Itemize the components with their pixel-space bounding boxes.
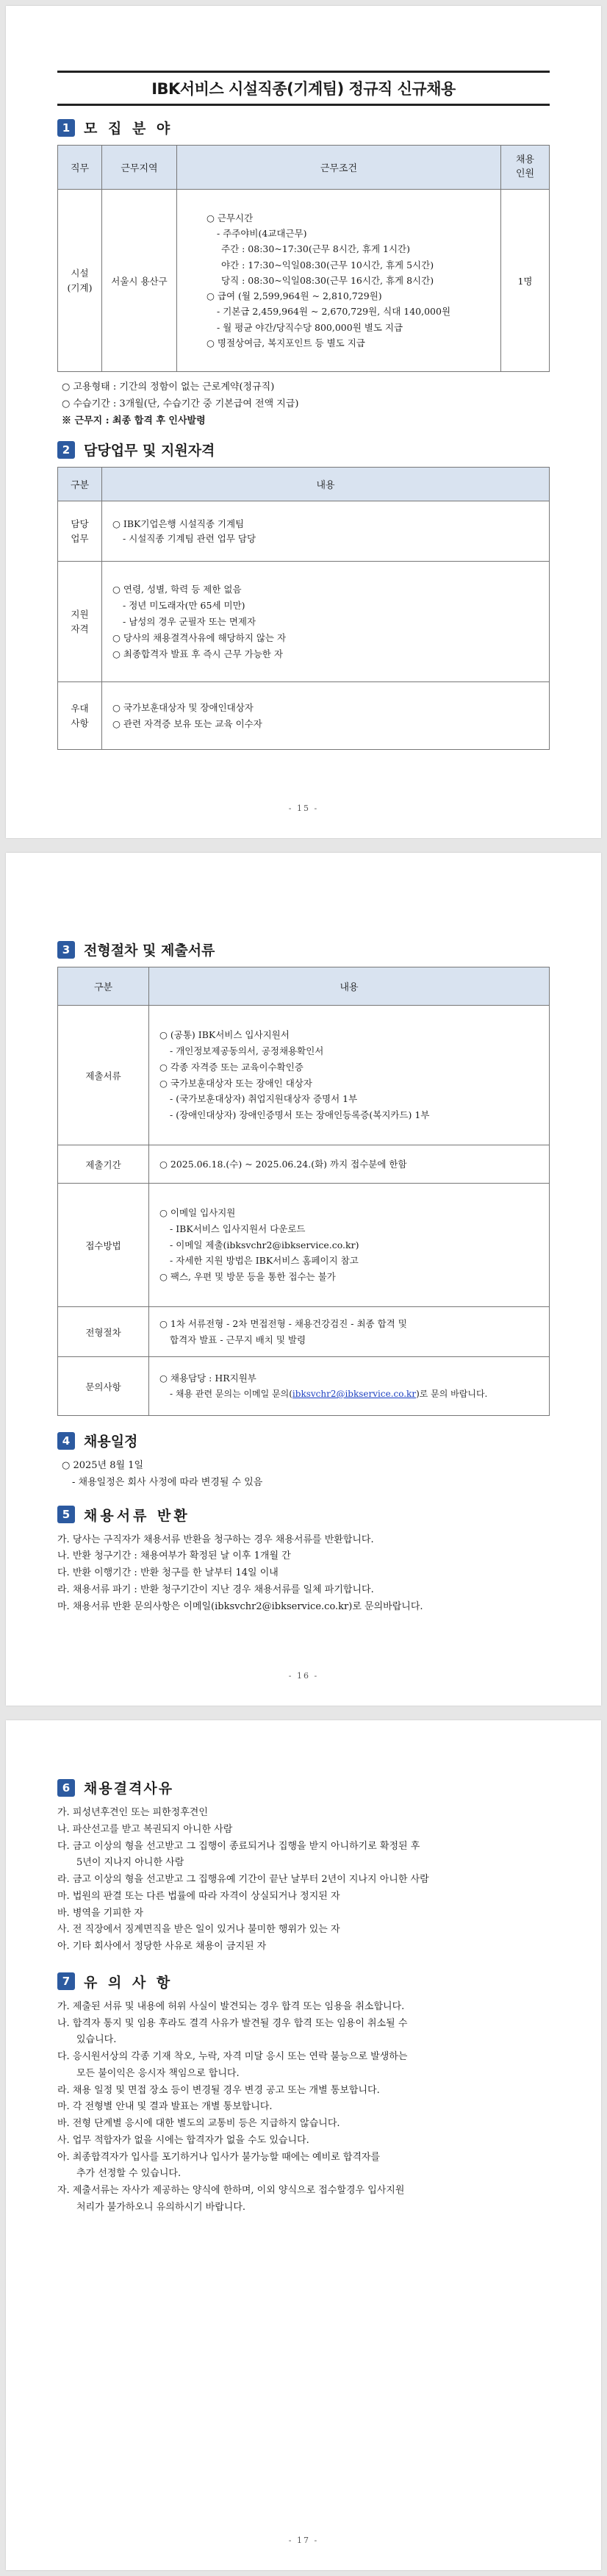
condition-line: ○ 근무시간 — [206, 212, 254, 223]
inquiry-text: - 채용 관련 문의는 이메일 문의( — [170, 1388, 292, 1399]
return-line: 다. 반환 이행기간 : 반환 청구를 한 날부터 14일 이내 — [57, 1567, 279, 1578]
page-number: - 15 - — [288, 804, 319, 813]
col-header-job: 직무 — [58, 146, 102, 190]
condition-line: 야간 : 17:30~익일08:30(근무 10시간, 휴게 5시간) — [221, 259, 434, 271]
recruit-table — [57, 145, 550, 372]
note-line: ○ 고용형태 : 기간의 정함이 없는 근로계약(정규직) — [62, 382, 275, 393]
row-label-period: 제출기간 — [58, 1145, 149, 1184]
employment-notes — [57, 379, 550, 429]
return-line: 라. 채용서류 파기 : 반환 청구기간이 지난 경우 채용서류를 일체 파기합니다. — [57, 1584, 374, 1595]
return-line: 나. 반환 청구기간 : 채용여부가 확정된 날 이후 1개월 간 — [57, 1550, 291, 1562]
row-label-inquiry: 문의사항 — [58, 1357, 149, 1416]
page-number: - 16 - — [288, 1671, 319, 1681]
inquiry-content — [149, 1357, 550, 1416]
condition-line: 당직 : 08:30~익일08:30(근무 16시간, 휴게 8시간) — [221, 274, 434, 286]
condition-line: ○ 급여 (월 2,599,964원 ~ 2,810,729원) — [206, 290, 382, 302]
section-label: 채용서류 반환 — [84, 1507, 190, 1524]
disq-line: 마. 법원의 판결 또는 다른 법률에 따라 자격이 상실되거나 정지된 자 — [57, 1890, 340, 1902]
page-17 — [6, 1720, 601, 2570]
condition-line: - 주주야비(4교대근무) — [217, 228, 307, 240]
caution-list — [57, 1999, 550, 2217]
disq-line: 가. 피성년후견인 또는 피한정후견인 — [57, 1807, 208, 1818]
schedule-line: - 채용일정은 회사 사정에 따라 변경될 수 있음 — [72, 1476, 263, 1488]
col-header-conditions: 근무조건 — [177, 146, 501, 190]
caution-line: 나. 합격자 통지 및 임용 후라도 결격 사유가 발견될 경우 합격 또는 임용이 취소될 수 — [57, 2017, 408, 2029]
schedule-line: ○ 2025년 8월 1일 — [62, 1460, 144, 1471]
condition-line: ○ 명절상여금, 복지포인트 등 별도 지급 — [206, 337, 365, 348]
schedule-list — [57, 1458, 550, 1492]
col-header-content: 내용 — [102, 468, 550, 501]
section-number: 1 — [57, 119, 75, 137]
row-label-method: 접수방법 — [58, 1184, 149, 1307]
doc-line: ○ 각종 자격증 또는 교육이수확인증 — [159, 1061, 304, 1073]
page-16 — [6, 853, 601, 1706]
doc-line: - 개인정보제공동의서, 공정채용확인서 — [170, 1045, 324, 1056]
location-cell: 서울시 용산구 — [102, 190, 177, 372]
caution-line-cont: 모든 불이익은 응시자 책임으로 합니다. — [76, 2067, 240, 2079]
condition-line: - 월 평균 야간/당직수당 800,000원 별도 지급 — [217, 321, 403, 333]
section-heading-2 — [57, 440, 550, 459]
section-heading-7 — [57, 1972, 550, 1992]
method-line: ○ 이메일 입사지원 — [159, 1206, 236, 1218]
section-number: 5 — [57, 1506, 75, 1523]
disq-line: 바. 병역을 기피한 자 — [57, 1907, 143, 1919]
condition-line: - 기본급 2,459,964원 ~ 2,670,729원, 식대 140,000원 — [217, 306, 451, 318]
qual-line: - 남성의 경우 군필자 또는 면제자 — [123, 615, 256, 627]
method-content — [149, 1184, 550, 1307]
caution-line: 라. 채용 일정 및 면접 장소 등이 변경될 경우 변경 공고 또는 개별 통보합니다. — [57, 2084, 380, 2096]
page-title: IBK서비스 시설직종(기계팀) 정규직 신규채용 — [57, 71, 550, 106]
disq-line: 아. 기타 회사에서 정당한 사유로 채용이 금지된 자 — [57, 1941, 267, 1952]
section-label: 모 집 분 야 — [84, 121, 173, 137]
condition-line: 주간 : 08:30~17:30(근무 8시간, 휴게 1시간) — [221, 243, 410, 255]
section-number: 2 — [57, 441, 75, 459]
caution-line: 다. 응시원서상의 각종 기재 착오, 누락, 자격 미달 응시 또는 연락 불능으로 발생하는 — [57, 2051, 408, 2062]
caution-line: 아. 최종합격자가 입사를 포기하거나 입사가 불가능할 때에는 예비로 합격자를 — [57, 2151, 381, 2163]
row-label-documents: 제출서류 — [58, 1006, 149, 1145]
disq-line: 라. 금고 이상의 형을 선고받고 그 집행유예 기간이 끝난 날부터 2년이 지나지 아니한 사람 — [57, 1874, 429, 1885]
note-line: ※ 근무지 : 최종 합격 후 인사발령 — [62, 415, 206, 426]
section-heading-6 — [57, 1778, 550, 1797]
qualification-content — [102, 562, 550, 682]
preference-content — [102, 682, 550, 750]
method-line: - 자세한 지원 방법은 IBK서비스 홈페이지 참고 — [170, 1255, 359, 1267]
section-label: 채용결격사유 — [84, 1781, 174, 1797]
caution-line: 가. 제출된 서류 및 내용에 허위 사실이 발견되는 경우 합격 또는 임용을 취소합니다. — [57, 2000, 405, 2012]
method-line: ○ 팩스, 우편 및 방문 등을 통한 접수는 불가 — [159, 1271, 336, 1283]
col-header-category: 구분 — [58, 468, 102, 501]
job-cell: 시설 (기계) — [58, 190, 102, 372]
disq-line-cont: 5년이 지나지 아니한 사람 — [76, 1857, 184, 1869]
section-number: 7 — [57, 1972, 75, 1990]
duty-line: ○ IBK기업은행 시설직종 기계팀 — [112, 518, 245, 530]
duty-content — [102, 501, 550, 562]
qual-line: ○ 연령, 성별, 학력 등 제한 없음 — [112, 584, 242, 595]
col-header-category: 구분 — [58, 967, 149, 1006]
caution-line-cont: 추가 선정할 수 있습니다. — [76, 2168, 182, 2180]
caution-line-cont: 처리가 불가하오니 유의하시기 바랍니다. — [76, 2201, 246, 2213]
conditions-cell — [177, 190, 501, 372]
page-15 — [6, 6, 601, 838]
headcount-cell: 1명 — [501, 190, 550, 372]
doc-line: ○ 국가보훈대상자 또는 장애인 대상자 — [159, 1077, 312, 1089]
col-header-headcount: 채용 인원 — [501, 146, 550, 190]
period-content — [149, 1145, 550, 1184]
inquiry-text: )로 문의 바랍니다. — [416, 1388, 488, 1399]
period-line: ○ 2025.06.18.(수) ~ 2025.06.24.(화) 까지 접수분에 한함 — [159, 1158, 407, 1170]
caution-line: 바. 전형 단계별 응시에 대한 별도의 교통비 등은 지급하지 않습니다. — [57, 2118, 340, 2129]
disq-line: 나. 파산선고를 받고 복권되지 아니한 사람 — [57, 1823, 233, 1835]
caution-line-cont: 있습니다. — [76, 2034, 117, 2046]
method-line: - 이메일 제출(ibksvchr2@ibkservice.co.kr) — [170, 1239, 359, 1251]
documents-content — [149, 1006, 550, 1145]
page-number: - 17 - — [288, 2536, 319, 2545]
section-heading-1 — [57, 118, 550, 137]
disqualification-list — [57, 1805, 550, 1956]
section-label: 유 의 사 항 — [84, 1974, 173, 1991]
return-line: 가. 당사는 구직자가 채용서류 반환을 청구하는 경우 채용서류를 반환합니다. — [57, 1534, 374, 1545]
qual-line: ○ 최종합격자 발표 후 즉시 근무 가능한 자 — [112, 648, 283, 659]
inquiry-email-link[interactable]: ibksvchr2@ibkservice.co.kr — [292, 1388, 417, 1399]
qual-line: ○ 당사의 채용결격사유에 해당하지 않는 자 — [112, 632, 287, 643]
section-heading-3 — [57, 940, 550, 959]
process-table — [57, 967, 550, 1416]
procedure-content — [149, 1307, 550, 1357]
pref-line: ○ 관련 자격증 보유 또는 교육 이수자 — [112, 718, 262, 729]
qual-line: - 정년 미도래자(만 65세 미만) — [123, 599, 245, 611]
section-number: 3 — [57, 941, 75, 959]
col-header-location: 근무지역 — [102, 146, 177, 190]
inquiry-line: ○ 채용담당 : HR지원부 — [159, 1373, 256, 1384]
disq-line: 다. 금고 이상의 형을 선고받고 그 집행이 종료되거나 집행을 받지 아니하기로 확정된 후 — [57, 1840, 420, 1852]
disq-line: 사. 전 직장에서 징계면직을 받은 일이 있거나 불미한 행위가 있는 자 — [57, 1924, 340, 1936]
method-line: - IBK서비스 입사지원서 다운로드 — [170, 1223, 306, 1234]
note-line: ○ 수습기간 : 3개월(단, 수습기간 중 기본급여 전액 지급) — [62, 398, 299, 409]
pref-line: ○ 국가보훈대상자 및 장애인대상자 — [112, 701, 254, 713]
col-header-content: 내용 — [149, 967, 550, 1006]
return-line: 마. 채용서류 반환 문의사항은 이메일(ibksvchr2@ibkservice.co.kr)로 문의바랍니다. — [57, 1600, 423, 1612]
section-label: 채용일정 — [84, 1434, 138, 1450]
section-number: 6 — [57, 1779, 75, 1797]
inquiry-line — [159, 1387, 539, 1402]
duty-line: - 시설직종 기계팀 관련 업무 담당 — [123, 532, 256, 544]
doc-line: ○ (공통) IBK서비스 입사지원서 — [159, 1028, 290, 1040]
procedure-line: 합격자 발표 - 근무지 배치 및 발령 — [170, 1334, 306, 1345]
duty-table — [57, 467, 550, 750]
procedure-line: ○ 1차 서류전형 - 2차 면접전형 - 채용건강검진 - 최종 합격 및 — [159, 1317, 407, 1329]
caution-line: 마. 각 전형별 안내 및 결과 발표는 개별 통보합니다. — [57, 2101, 273, 2113]
section-heading-5 — [57, 1505, 550, 1525]
caution-line: 사. 업무 적합자가 없을 시에는 합격자가 없을 수도 있습니다. — [57, 2134, 309, 2146]
section-label: 전형절차 및 제출서류 — [84, 942, 215, 959]
caution-line: 자. 제출서류는 자사가 제공하는 양식에 한하며, 이외 양식으로 접수할경우 입사지원 — [57, 2185, 405, 2196]
row-label-duty: 담당 업무 — [58, 501, 102, 562]
section-number: 4 — [57, 1432, 75, 1450]
doc-line: - (국가보훈대상자) 취업지원대상자 증명서 1부 — [170, 1093, 358, 1105]
section-heading-4 — [57, 1431, 550, 1450]
row-label-qualification: 지원 자격 — [58, 562, 102, 682]
section-label: 담당업무 및 지원자격 — [84, 443, 215, 459]
doc-line: - (장애인대상자) 장애인증명서 또는 장애인등록증(복지카드) 1부 — [170, 1109, 430, 1121]
row-label-preference: 우대 사항 — [58, 682, 102, 750]
row-label-procedure: 전형절차 — [58, 1307, 149, 1357]
return-list — [57, 1532, 550, 1616]
